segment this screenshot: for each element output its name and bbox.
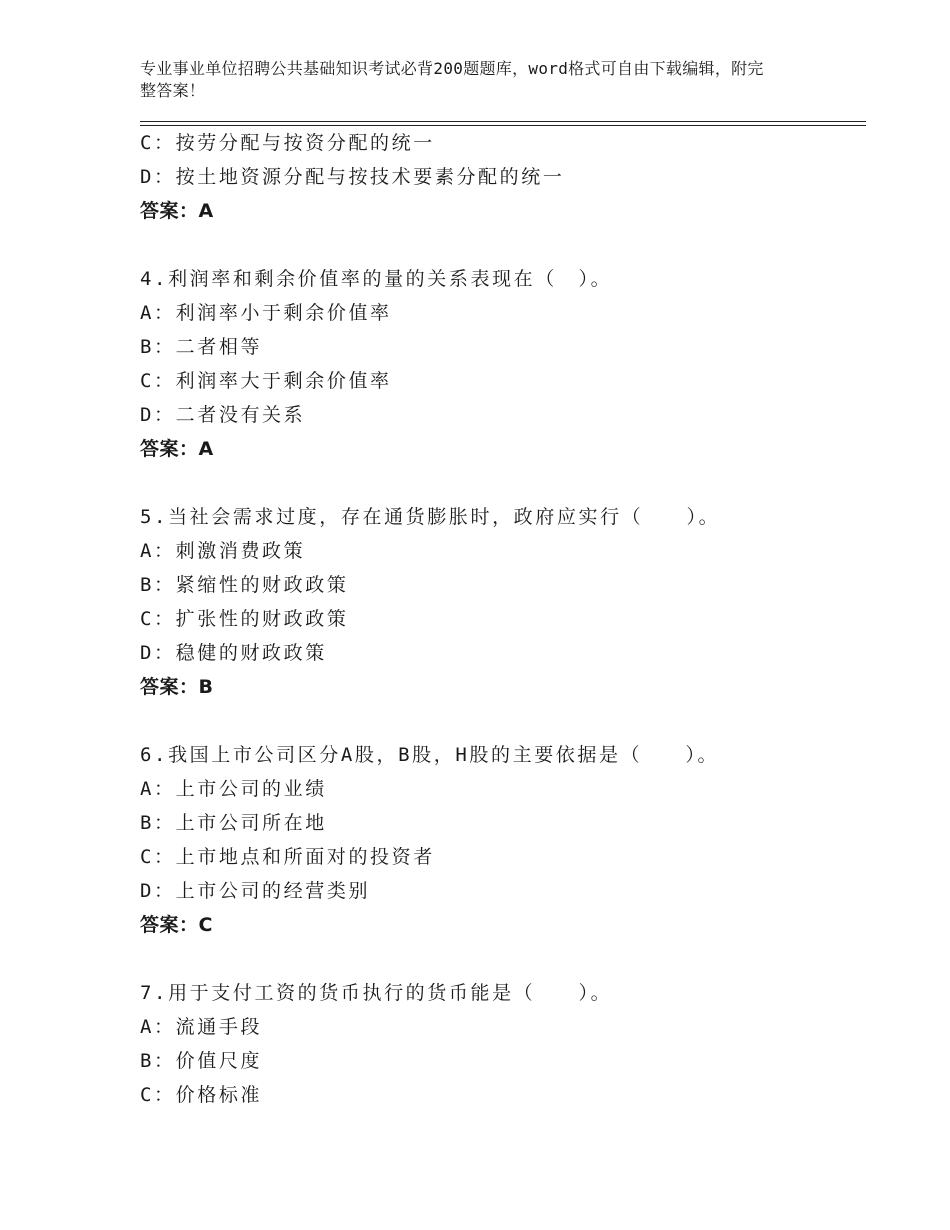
option-d: D：上市公司的经营类别 [140, 880, 371, 902]
answer-line: 答案：A [140, 200, 214, 222]
document-header: 专业事业单位招聘公共基础知识考试必背200题题库，word格式可自由下载编辑，附完整答案！ [140, 59, 764, 100]
option-d: D：二者没有关系 [140, 404, 306, 426]
option-d: D：稳健的财政政策 [140, 642, 327, 664]
question-7 [140, 976, 866, 1112]
question-stem: 6.我国上市公司区分A股，B股，H股的主要依据是（ ）。 [140, 744, 720, 766]
header-divider-thin [140, 121, 866, 122]
option-a: A：流通手段 [140, 1016, 263, 1038]
option-b: B：紧缩性的财政政策 [140, 574, 349, 596]
option-c: C：利润率大于剩余价值率 [140, 370, 392, 392]
option-a: A：刺激消费政策 [140, 540, 306, 562]
option-b: B：价值尺度 [140, 1050, 263, 1072]
option-d: D：按土地资源分配与按技术要素分配的统一 [140, 166, 565, 188]
question-stem: 5.当社会需求过度，存在通货膨胀时，政府应实行（ ）。 [140, 506, 721, 528]
option-c: C：上市地点和所面对的投资者 [140, 846, 435, 868]
option-c: C：扩张性的财政政策 [140, 608, 349, 630]
question-6 [140, 738, 866, 942]
question-stem: 7.用于支付工资的货币执行的货币能是（ ）。 [140, 982, 613, 1004]
option-b: B：二者相等 [140, 336, 263, 358]
question-4 [140, 262, 866, 466]
answer-line: 答案：A [140, 438, 214, 460]
question-5 [140, 500, 866, 704]
answer-line: 答案：C [140, 914, 213, 936]
question-3-continued [140, 126, 866, 228]
option-c: C：按劳分配与按资分配的统一 [140, 132, 435, 154]
option-a: A：上市公司的业绩 [140, 778, 327, 800]
option-c: C：价格标准 [140, 1084, 263, 1106]
option-a: A：利润率小于剩余价值率 [140, 302, 392, 324]
question-stem: 4.利润率和剩余价值率的量的关系表现在（ ）。 [140, 268, 613, 290]
question-list [140, 126, 866, 1112]
option-b: B：上市公司所在地 [140, 812, 327, 834]
answer-line: 答案：B [140, 676, 214, 698]
